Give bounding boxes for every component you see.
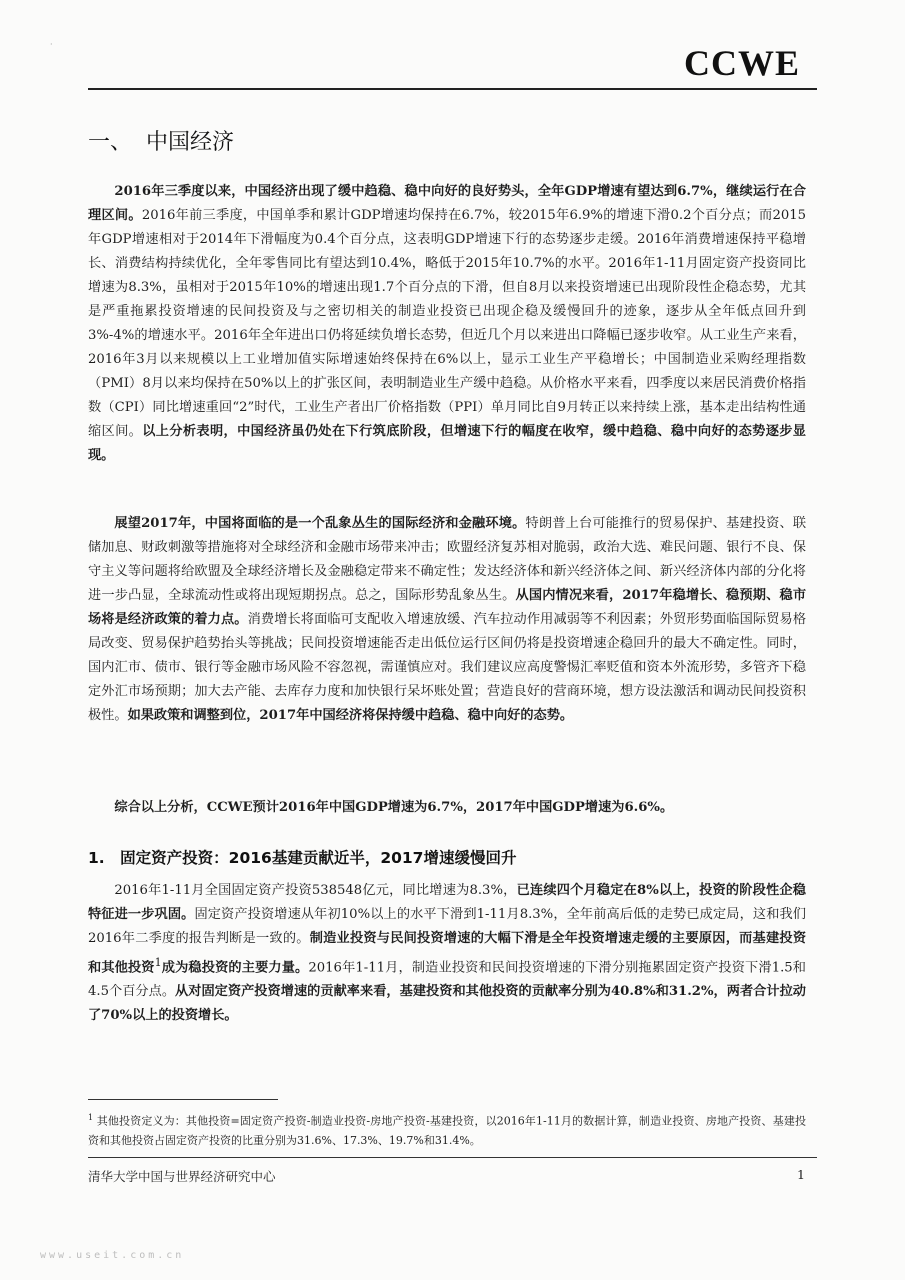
brand-logo: CCWE xyxy=(683,43,800,83)
p1-conclusion: 以上分析表明，中国经济虽仍处在下行筑底阶段，但增速下行的幅度在收窄，缓中趋稳、稳中向好的态势逐步显现。 xyxy=(88,424,806,463)
section-title-text: 中国经济 xyxy=(146,130,235,155)
paragraph-forecast xyxy=(88,796,806,820)
p2-domestic-lead: 从国内情况来看，2017年稳增长、稳预期、稳市场将是经济政策的着力点。 xyxy=(88,588,807,627)
watermark: www.useit.com.cn xyxy=(40,1250,185,1261)
footnote-ref[interactable]: 1 xyxy=(154,956,162,969)
footer-rule xyxy=(88,1157,817,1158)
p4-contribution: 从对固定资产投资增速的贡献率来看，基建投资和其他投资的贡献率分别为40.8%和31.2%，两者合计拉动了70%以上的投资增长。 xyxy=(88,984,806,1024)
margin-mark: · xyxy=(50,40,53,49)
p4-cause-b: 成为稳投资的主要力量。 xyxy=(161,960,309,976)
footnote-marker: 1 xyxy=(88,1113,94,1122)
p4-drag: 2016年1-11月，制造业投资和民间投资增速的下滑分别拖累固定资产投资下滑1.5和4.5个百分点。 xyxy=(88,960,806,1000)
paragraph-economy-overview xyxy=(88,180,806,468)
p3-forecast: 综合以上分析，CCWE预计2016年中国GDP增速为6.7%，2017年中国GDP增速为6.6%。 xyxy=(114,800,674,815)
footer-organization: 清华大学中国与世界经济研究中心 xyxy=(88,1169,276,1184)
p2-lead: 展望2017年，中国将面临的是一个乱象丛生的国际经济和金融环境。 xyxy=(114,516,526,531)
p2-body-intl: 特朗普上台可能推行的贸易保护、基建投资、联储加息、财政刺激等措施将对全球经济和金融市场带来冲击；欧盟经济复苏相对脆弱，政治大选、难民问题、银行不良、保守主义等问题将给欧盟及全球经济增长及金融稳定带来不确定性；发达经济体和新兴经济体之间、新兴经济体内部的分化将进一步凸显，全球流动性或将出现短期拐点。总之，国际形势乱象丛生。 xyxy=(88,516,807,603)
subsection-title: 1. 固定资产投资：2016基建贡献近半，2017增速缓慢回升 xyxy=(88,849,517,867)
page-number: 1 xyxy=(797,1167,805,1182)
p2-conclusion: 如果政策和调整到位，2017年中国经济将保持缓中趋稳、稳中向好的态势。 xyxy=(127,708,574,723)
p4-stable: 已连续四个月稳定在8%以上，投资的阶段性企稳特征进一步巩固。 xyxy=(88,883,806,922)
section-number: 一、 xyxy=(88,130,133,155)
section-title xyxy=(88,125,248,156)
p1-lead: 2016年三季度以来，中国经济出现了缓中趋稳、稳中向好的良好势头，全年GDP增速有望达到6.7%，继续运行在合理区间。 xyxy=(88,184,806,223)
footnote xyxy=(88,1108,806,1150)
footnote-text: 其他投资定义为：其他投资=固定资产投资-制造业投资-房地产投资-基建投资，以2016年1-11月的数据计算，制造业投资、房地产投资、基建投资和其他投资占固定资产投资的比重分别为31.6%、17.3%、19.7%和31.4%。 xyxy=(88,1114,806,1147)
footnote-rule xyxy=(88,1099,278,1100)
p4-trend: 固定资产投资增速从年初10%以上的水平下滑到1-11月8.3%，全年前高后低的走势已成定局，这和我们2016年二季度的报告判断是一致的。 xyxy=(88,907,806,946)
p4-cause-a: 制造业投资与民间投资增速的大幅下滑是全年投资增速走缓的主要原因，而基建投资和其他投资 xyxy=(88,931,807,976)
p1-body: 2016年前三季度，中国单季和累计GDP增速均保持在6.7%，较2015年6.9%的增速下滑0.2个百分点；而2015年GDP增速相对于2014年下滑幅度为0.4个百分点，这表明GDP增速下行的态势逐步走缓。2016年消费增速保持平稳增长、消费结构持续优化，全年零售同比有望达到10.4%，略低于2015年10.7%的水平。2016年1-11月固定资产投资同比增速为8.3%，虽相对于2015年10%的增速出现1.7个百分点的下滑，但自8月以来投资增速已出现阶段性企稳态势，尤其是严重拖累投资增速的民间投资及与之密切相关的制造业投资已出现企稳及缓慢回升的迹象，逐步从全年低点回升到3%-4%的增速水平。2016年全年进出口仍将延续负增长态势，但近几个月以来进出口降幅已逐步收窄。从工业生产来看，2016年3月以来规模以上工业增加值实际增速始终保持在6%以上，显示工业生产平稳增长；中国制造业采购经理指数（PMI）8月以来均保持在50%以上的扩张区间，表明制造业生产缓中趋稳。从价格水平来看，四季度以来居民消费价格指数（CPI）同比增速重回“2”时代，工业生产者出厂价格指数（PPI）单月同比自9月转正以来持续上涨，基本走出结构性通缩区间。 xyxy=(88,208,806,439)
paragraph-outlook-2017 xyxy=(88,512,806,728)
p2-body-domestic: 消费增长将面临可支配收入增速放缓、汽车拉动作用减弱等不利因素；外贸形势面临国际贸易格局改变、贸易保护趋势抬头等挑战；民间投资增速能否走出低位运行区间仍将是投资增速企稳回升的最大不确定性。同时，国内汇市、债市、银行等金融市场风险不容忽视，需谨慎应对。我们建议应高度警惕汇率贬值和资本外流形势，多管齐下稳定外汇市场预期；加大去产能、去库存力度和加快银行呆坏账处置；营造良好的营商环境，想方设法激活和调动民间投资积极性。 xyxy=(88,612,807,723)
header-rule xyxy=(88,88,817,90)
p4-intro: 2016年1-11月全国固定资产投资538548亿元，同比增速为8.3%， xyxy=(114,883,517,898)
paragraph-fixed-investment xyxy=(88,879,806,1028)
